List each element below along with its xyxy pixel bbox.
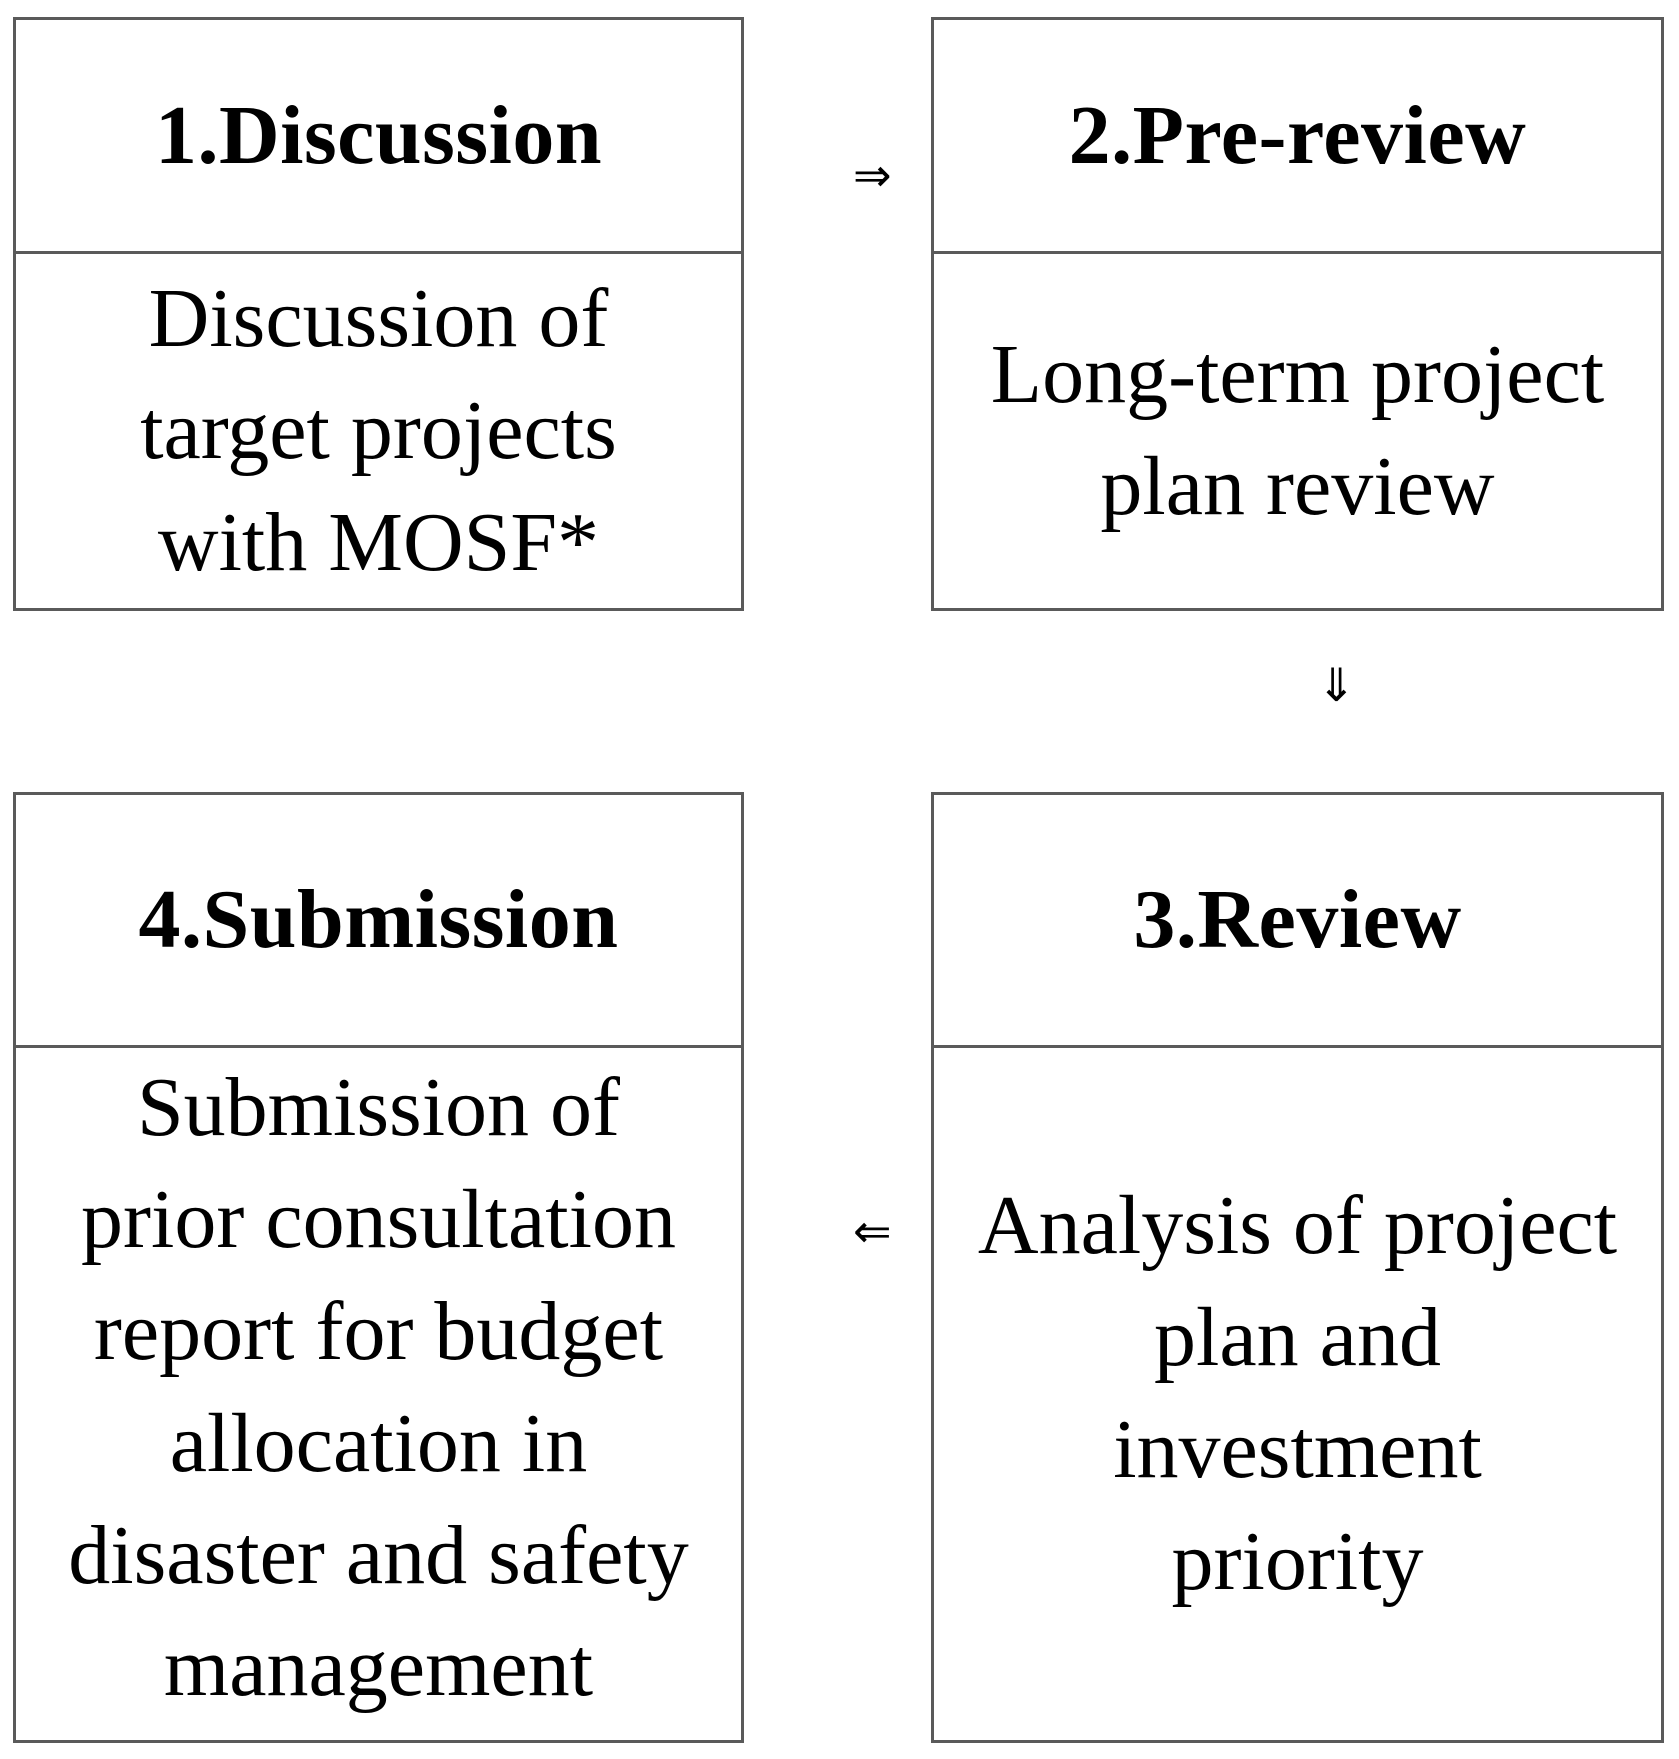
step-2-body-line: plan review [1100,440,1495,533]
step-3-body [934,1048,1661,1740]
step-2-title: 2.Pre-review [934,20,1661,254]
step-4-body-line: management [163,1621,594,1714]
step-1-discussion-box [13,17,744,611]
step-1-body-line: target projects [140,384,617,477]
left-double-arrow-icon: ⇐ [853,1204,892,1258]
step-4-body [16,1048,741,1740]
step-4-body-line: disaster and safety [68,1509,689,1602]
step-3-review-box [931,792,1664,1743]
step-1-body-line: Discussion of [148,272,609,365]
step-3-title: 3.Review [934,795,1661,1048]
step-3-body-line: priority [1171,1515,1424,1608]
step-3-body-line: Analysis of project [977,1179,1618,1272]
step-1-body [16,254,741,608]
step-3-body-line: plan and [1154,1291,1441,1384]
step-4-body-line: Submission of [136,1061,621,1154]
step-1-title: 1.Discussion [16,20,741,254]
step-2-body [934,254,1661,608]
step-3-body-line: investment [1113,1403,1482,1496]
step-2-body-line: Long-term project [990,328,1605,421]
down-double-arrow-icon: ⇓ [1317,658,1356,712]
step-1-body-line: with MOSF* [157,496,600,589]
right-double-arrow-icon: ⇒ [853,148,892,202]
step-4-title: 4.Submission [16,795,741,1048]
step-4-body-line: allocation in [169,1397,588,1490]
step-4-submission-box [13,792,744,1743]
step-4-body-line: prior consultation [81,1173,676,1266]
step-2-pre-review-box [931,17,1664,611]
step-4-body-line: report for budget [93,1285,664,1378]
